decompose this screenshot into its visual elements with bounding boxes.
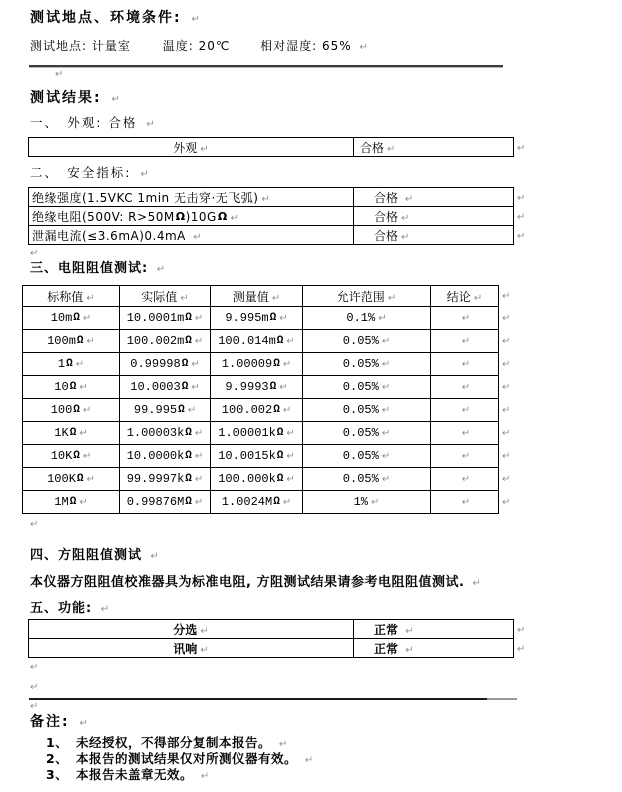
row-end-mark: ↵ (517, 143, 526, 154)
humidity (260, 37, 352, 54)
res-cell (120, 422, 211, 445)
row-end-marks (517, 189, 525, 246)
paragraph-mark: ↵ (381, 405, 391, 416)
section4-heading (30, 544, 159, 563)
row-end-mark: ↵ (502, 405, 511, 416)
row-end-mark: ↵ (502, 451, 511, 462)
paragraph-mark: ↵ (194, 336, 204, 347)
paragraph-mark: ↵ (191, 359, 200, 370)
res-cell (431, 376, 499, 399)
table-row (23, 353, 499, 376)
row-end-mark: ↵ (517, 193, 526, 204)
remark-number: 3、 (46, 767, 69, 782)
res-cell (303, 330, 431, 353)
row-end-marks (517, 139, 525, 158)
nominal-value: 10KΩ (50, 449, 80, 463)
actual-value: 1.00003kΩ (126, 426, 192, 440)
measured-value: 1.00009Ω (221, 357, 280, 371)
temperature (163, 37, 231, 54)
paragraph-mark: ↵ (191, 382, 200, 393)
safety-result: 合格 (374, 190, 402, 205)
paragraph-mark: ↵ (461, 497, 471, 508)
results-title-text: 测试结果: (30, 90, 109, 106)
nominal-value: 100Ω (50, 403, 80, 417)
remark-number: 1、 (46, 735, 69, 750)
paragraph-mark: ↵ (100, 604, 110, 615)
res-cell (431, 445, 499, 468)
function-item-cell (29, 620, 354, 639)
res-cell (120, 376, 211, 399)
paragraph-mark: ↵ (472, 578, 481, 589)
measured-value: 9.9993Ω (225, 380, 277, 394)
paragraph-mark: ↵ (286, 451, 295, 462)
paragraph-mark: ↵ (271, 292, 281, 304)
section1-heading (30, 113, 155, 131)
actual-value: 10.0003Ω (130, 380, 189, 394)
res-cell (120, 445, 211, 468)
appearance-table (28, 137, 514, 157)
safety-table (28, 187, 514, 245)
paragraph-mark: ↵ (461, 474, 471, 485)
paragraph-mark: ↵ (404, 193, 414, 205)
allowed-range: 0.05% (342, 357, 379, 371)
paragraph-mark: ↵ (86, 292, 95, 304)
paragraph-mark: ↵ (200, 143, 209, 155)
appearance-item: 外观 (173, 140, 198, 155)
table-row (23, 307, 499, 330)
horizontal-rule-top (29, 65, 503, 67)
row-end-mark: ↵ (502, 497, 511, 508)
paragraph-mark: ↵ (359, 42, 368, 53)
actual-value: 100.002mΩ (126, 334, 192, 348)
nominal-value: 10Ω (54, 380, 77, 394)
test-location-label: 测试地点: (30, 39, 92, 53)
paragraph-mark: ↵ (79, 382, 88, 393)
table-row (23, 422, 499, 445)
measured-value: 100.002Ω (221, 403, 280, 417)
actual-value: 10.0001mΩ (126, 311, 192, 325)
safety-item: 泄漏电流(≤3.6mA)0.4mA (32, 228, 191, 243)
section4-note-text: 本仪器方阻阻值校准器具为标准电阻, 方阻测试结果请参考电阻阻值测试. (30, 575, 465, 590)
col-header: 标称值 (47, 289, 84, 304)
env-conditions-title-text: 测试地点、环境条件: (30, 10, 189, 26)
test-location-value: 计量室 (91, 39, 131, 53)
col-header: 允许范围 (336, 289, 385, 304)
res-cell (431, 491, 499, 514)
table-row (23, 491, 499, 514)
res-cell (211, 307, 303, 330)
nominal-value: 1Ω (57, 357, 73, 371)
paragraph-mark: ↵ (82, 451, 92, 462)
paragraph-mark: ↵ (194, 474, 204, 485)
res-cell (120, 330, 211, 353)
row-end-mark: ↵ (502, 313, 511, 324)
paragraph-mark: ↵ (82, 405, 92, 416)
remark-text: 本报告未盖章无效。 (76, 767, 194, 782)
row-end-mark: ↵ (517, 212, 526, 223)
paragraph-mark: ↵ (461, 359, 471, 370)
safety-item-cell (29, 226, 354, 245)
function-item: 分选 (173, 622, 198, 637)
actual-value: 99.9997kΩ (126, 472, 192, 486)
table-row (29, 639, 514, 658)
res-cell (23, 422, 120, 445)
function-result-cell (354, 620, 514, 639)
paragraph-mark: ↵ (387, 143, 396, 155)
paragraph-mark: ↵ (140, 169, 149, 180)
appearance-result: 合格 (360, 140, 385, 155)
remark-text: 未经授权，不得部分复制本报告。 (76, 735, 272, 750)
function-table (28, 619, 514, 658)
row-end-mark: ↵ (502, 382, 511, 393)
res-cell (303, 468, 431, 491)
paragraph-mark: ↵ (381, 428, 391, 439)
paragraph-mark: ↵ (381, 382, 391, 393)
allowed-range: 0.05% (342, 403, 379, 417)
section3-heading (30, 257, 165, 276)
safety-result: 合格 (374, 228, 399, 243)
paragraph-mark: ↵ (381, 451, 391, 462)
section4-heading-text: 四、方阻阻值测试 (30, 548, 143, 563)
res-cell (431, 399, 499, 422)
nominal-value: 100KΩ (47, 472, 84, 486)
res-cell (211, 353, 303, 376)
paragraph-mark: ↵ (111, 94, 120, 105)
env-line (30, 37, 368, 54)
row-end-marks (517, 621, 525, 659)
res-cell (211, 330, 303, 353)
res-cell (431, 330, 499, 353)
appearance-result-cell (354, 138, 514, 157)
res-cell (431, 307, 499, 330)
res-cell (303, 353, 431, 376)
paragraph-mark: ↵ (279, 382, 288, 393)
table-row (29, 620, 514, 639)
safety-result: 合格 (374, 209, 399, 224)
paragraph-mark: ↵ (30, 662, 39, 673)
remark-text: 本报告的测试结果仅对所测仪器有效。 (76, 751, 298, 766)
res-header-cell (211, 286, 303, 307)
resistance-header-row (23, 286, 499, 307)
allowed-range: 1% (353, 495, 368, 509)
remarks-title (30, 711, 88, 731)
res-cell (23, 376, 120, 399)
paragraph-mark: ↵ (180, 292, 189, 304)
row-end-mark: ↵ (502, 359, 511, 370)
paragraph-mark: ↵ (286, 336, 295, 347)
measured-value: 100.000kΩ (218, 472, 284, 486)
paragraph-mark: ↵ (473, 292, 483, 304)
allowed-range: 0.05% (342, 449, 379, 463)
function-item-cell (29, 639, 354, 658)
section5-heading-text: 五、功能: (30, 601, 98, 616)
table-row (23, 445, 499, 468)
humidity-label: 相对湿度: (260, 39, 322, 53)
row-end-mark: ↵ (502, 291, 511, 302)
paragraph-mark: ↵ (79, 718, 88, 729)
res-cell (303, 376, 431, 399)
paragraph-mark: ↵ (282, 405, 292, 416)
paragraph-mark: ↵ (381, 359, 391, 370)
paragraph-mark: ↵ (381, 474, 391, 485)
allowed-range: 0.05% (342, 380, 379, 394)
paragraph-mark: ↵ (405, 625, 414, 637)
section4-note (30, 571, 481, 590)
nominal-value: 10mΩ (50, 311, 80, 325)
resistance-table (22, 285, 499, 514)
table-row (29, 188, 514, 207)
section3-heading-text: 三、电阻阻值测试: (30, 261, 154, 276)
paragraph-mark: ↵ (86, 474, 95, 485)
paragraph-mark: ↵ (261, 193, 270, 205)
paragraph-mark: ↵ (55, 69, 64, 80)
res-cell (120, 307, 211, 330)
paragraph-mark: ↵ (304, 755, 314, 766)
paragraph-mark: ↵ (30, 682, 39, 693)
paragraph-mark: ↵ (75, 359, 85, 370)
section1-heading-text: 一、 外观: 合格 (30, 115, 138, 130)
paragraph-mark: ↵ (381, 336, 391, 347)
function-result: 正常 (374, 641, 403, 656)
safety-result-cell (354, 226, 514, 245)
results-title (30, 87, 120, 107)
res-cell (23, 307, 120, 330)
paragraph-mark: ↵ (405, 644, 414, 656)
paragraph-mark: ↵ (371, 497, 380, 508)
paragraph-mark: ↵ (156, 264, 166, 275)
res-cell (211, 399, 303, 422)
row-end-mark: ↵ (517, 644, 526, 655)
table-row (29, 226, 514, 245)
col-header: 结论 (446, 289, 471, 304)
paragraph-mark: ↵ (146, 119, 155, 130)
row-end-mark: ↵ (517, 231, 526, 242)
paragraph-mark: ↵ (200, 625, 209, 637)
safety-item: 绝缘电阻(500V: R>50MΩ)10GΩ (32, 209, 228, 224)
paragraph-mark: ↵ (286, 474, 295, 485)
res-cell (120, 491, 211, 514)
paragraph-mark: ↵ (200, 771, 210, 782)
test-location (30, 37, 131, 54)
table-row (23, 468, 499, 491)
measured-value: 10.0015kΩ (218, 449, 284, 463)
row-end-mark: ↵ (517, 625, 526, 636)
paragraph-mark: ↵ (387, 292, 397, 304)
res-cell (23, 445, 120, 468)
res-cell (431, 353, 499, 376)
paragraph-mark: ↵ (378, 313, 387, 324)
actual-value: 0.99998Ω (130, 357, 189, 371)
paragraph-mark: ↵ (278, 739, 288, 750)
res-cell (23, 491, 120, 514)
paragraph-mark: ↵ (86, 336, 95, 347)
function-result: 正常 (374, 622, 403, 637)
remarks-title-text: 备注: (30, 714, 77, 730)
res-cell (120, 353, 211, 376)
section5-heading (30, 597, 109, 616)
res-cell (303, 491, 431, 514)
allowed-range: 0.05% (342, 426, 379, 440)
res-cell (23, 468, 120, 491)
paragraph-mark: ↵ (461, 336, 471, 347)
table-row (23, 330, 499, 353)
allowed-range: 0.05% (342, 472, 379, 486)
table-row (29, 207, 514, 226)
actual-value: 0.99876MΩ (126, 495, 192, 509)
paragraph-mark: ↵ (187, 405, 197, 416)
temperature-value: 20℃ (198, 39, 231, 53)
humidity-value: 65% (322, 39, 352, 53)
actual-value: 10.0000kΩ (126, 449, 192, 463)
paragraph-mark: ↵ (282, 497, 292, 508)
row-end-marks (502, 286, 510, 514)
allowed-range: 0.05% (342, 334, 379, 348)
res-cell (23, 399, 120, 422)
res-cell (303, 422, 431, 445)
res-cell (211, 468, 303, 491)
paragraph-mark: ↵ (282, 359, 292, 370)
paragraph-mark: ↵ (401, 231, 410, 243)
res-cell (431, 422, 499, 445)
res-cell (431, 468, 499, 491)
section2-heading-text: 二、 安全指标: (30, 165, 138, 180)
env-conditions-title (30, 7, 200, 27)
row-end-mark: ↵ (502, 428, 511, 439)
res-cell (211, 422, 303, 445)
measured-value: 1.0024MΩ (221, 495, 280, 509)
measured-value: 100.014mΩ (218, 334, 284, 348)
paragraph-mark: ↵ (193, 231, 202, 243)
col-header: 实际值 (141, 289, 178, 304)
nominal-value: 1KΩ (54, 426, 77, 440)
paragraph-mark: ↵ (200, 644, 209, 656)
res-cell (303, 399, 431, 422)
paragraph-mark: ↵ (194, 313, 204, 324)
paragraph-mark: ↵ (30, 519, 39, 530)
paragraph-mark: ↵ (286, 428, 295, 439)
safety-result-cell (354, 188, 514, 207)
horizontal-rule-bottom (29, 698, 517, 700)
paragraph-mark: ↵ (461, 313, 471, 324)
paragraph-mark: ↵ (401, 212, 410, 224)
res-cell (23, 330, 120, 353)
paragraph-mark: ↵ (150, 551, 159, 562)
paragraph-mark: ↵ (461, 405, 471, 416)
res-header-cell (303, 286, 431, 307)
paragraph-mark: ↵ (79, 497, 88, 508)
res-header-cell (431, 286, 499, 307)
paragraph-mark: ↵ (194, 451, 204, 462)
safety-item: 绝缘强度(1.5VKC 1min 无击穿·无飞弧) (32, 190, 259, 205)
col-header: 测量值 (232, 289, 269, 304)
paragraph-mark: ↵ (461, 382, 471, 393)
res-cell (303, 445, 431, 468)
row-end-mark: ↵ (502, 336, 511, 347)
paragraph-mark: ↵ (30, 248, 39, 259)
remark-number: 2、 (46, 751, 69, 766)
table-row (29, 138, 514, 157)
res-header-cell (23, 286, 120, 307)
table-row (23, 399, 499, 422)
nominal-value: 100mΩ (47, 334, 84, 348)
res-cell (211, 445, 303, 468)
measured-value: 1.00001kΩ (218, 426, 284, 440)
section2-heading (30, 163, 149, 181)
safety-result-cell (354, 207, 514, 226)
appearance-item-cell (29, 138, 354, 157)
function-item: 讯响 (173, 641, 198, 656)
allowed-range: 0.1% (346, 311, 376, 325)
paragraph-mark: ↵ (461, 451, 471, 462)
remark-item-3 (46, 765, 209, 783)
paragraph-mark: ↵ (461, 428, 471, 439)
paragraph-mark: ↵ (194, 428, 204, 439)
paragraph-mark: ↵ (82, 313, 92, 324)
res-cell (120, 399, 211, 422)
res-cell (211, 491, 303, 514)
paragraph-mark: ↵ (191, 14, 200, 25)
res-cell (211, 376, 303, 399)
measured-value: 9.995mΩ (225, 311, 277, 325)
res-cell (303, 307, 431, 330)
function-result-cell (354, 639, 514, 658)
actual-value: 99.995Ω (133, 403, 185, 417)
nominal-value: 1MΩ (54, 495, 77, 509)
table-row (23, 376, 499, 399)
res-cell (120, 468, 211, 491)
res-cell (23, 353, 120, 376)
safety-item-cell (29, 207, 354, 226)
res-header-cell (120, 286, 211, 307)
paragraph-mark: ↵ (279, 313, 288, 324)
row-end-mark: ↵ (502, 474, 511, 485)
paragraph-mark: ↵ (30, 701, 39, 712)
paragraph-mark: ↵ (79, 428, 88, 439)
paragraph-mark: ↵ (230, 212, 240, 224)
safety-item-cell (29, 188, 354, 207)
paragraph-mark: ↵ (194, 497, 204, 508)
temperature-label: 温度: (162, 39, 199, 53)
